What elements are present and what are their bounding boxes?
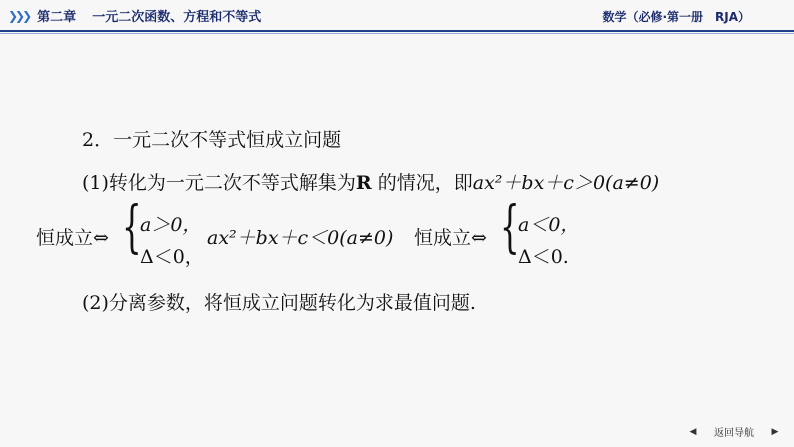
next-arrow-icon[interactable]: ▶	[771, 426, 779, 437]
case1-bottom: Δ＜0，	[140, 246, 204, 268]
chapter-number: 第二章	[37, 10, 77, 25]
left-brace-2: {	[500, 195, 520, 260]
p1-mid: 的情况，即	[371, 172, 473, 194]
p1-formula: ax²＋bx＋c＞0(a≠0)	[472, 172, 660, 194]
case2-bottom: Δ＜0.	[518, 246, 569, 268]
p2-prefix: 恒成立⇔	[36, 227, 109, 249]
book-title: 数学（必修·第一册 RJA）	[602, 10, 750, 24]
paragraph-1	[82, 168, 659, 195]
real-set-symbol: R	[355, 172, 372, 194]
left-brace-1: {	[122, 195, 142, 260]
case2-top: a＜0，	[518, 214, 580, 236]
section-heading: 2．一元二次不等式恒成立问题	[82, 129, 342, 151]
p2-mid: 恒成立⇔	[414, 227, 487, 249]
footer-nav	[684, 424, 784, 439]
triple-chevron-icon: ❯❯❯	[8, 8, 30, 23]
chapter-title: 一元二次函数、方程和不等式	[92, 10, 262, 25]
p2-formula: ax²＋bx＋c＜0(a≠0)	[207, 227, 394, 249]
case1-top: a＞0，	[140, 214, 202, 236]
return-nav-button[interactable]: 返回导航	[714, 428, 754, 439]
prev-arrow-icon[interactable]: ◀	[689, 426, 697, 437]
paragraph-3: (2)分离参数，将恒成立问题转化为求最值问题.	[82, 292, 476, 314]
p1-prefix: (1)转化为一元二次不等式解集为	[82, 172, 356, 194]
